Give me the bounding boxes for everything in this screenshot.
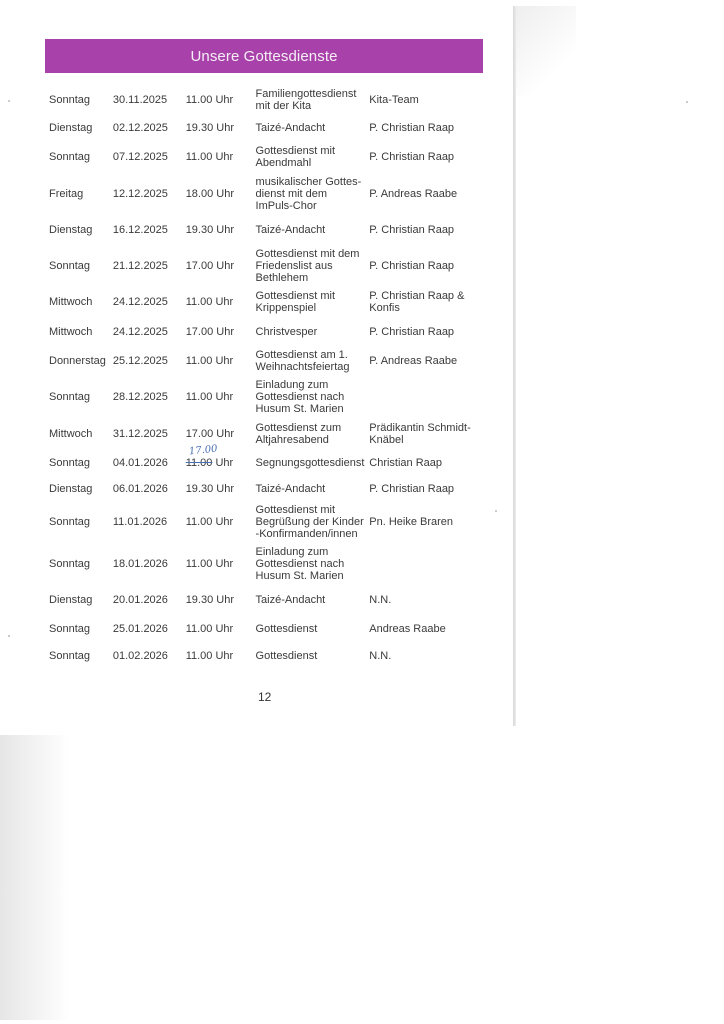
- page-number: 12: [258, 690, 272, 704]
- event-line: Gottesdienst mit dem: [255, 248, 360, 260]
- service-row: [49, 290, 489, 314]
- event-line: Bethlehem: [255, 272, 309, 284]
- service-date: 04.01.2026: [112, 457, 168, 469]
- service-date: 25.12.2025: [112, 355, 168, 367]
- service-time: 11.00 Uhr: [185, 94, 234, 106]
- service-day: Dienstag: [49, 483, 93, 495]
- leader-line: P. Christian Raap &: [369, 290, 465, 302]
- service-row: [49, 504, 489, 540]
- service-time: 11.00 Uhr: [185, 296, 234, 308]
- event-line: Christvesper: [255, 326, 318, 338]
- leader-line: P. Christian Raap: [369, 122, 455, 134]
- event-line: Krippenspiel: [255, 302, 317, 314]
- service-time: 11.00 Uhr: [185, 650, 234, 662]
- service-date: 21.12.2025: [112, 260, 168, 272]
- service-date: 28.12.2025: [112, 391, 168, 403]
- service-time: 18.00 Uhr: [185, 188, 234, 200]
- service-event: [256, 145, 370, 169]
- event-line: Segnungsgottesdienst: [255, 457, 365, 469]
- service-leader: [369, 594, 489, 606]
- service-date: 16.12.2025: [112, 224, 168, 236]
- event-line: Weihnachtsfeiertag: [255, 361, 350, 373]
- service-row: [49, 546, 489, 582]
- leader-line: Pn. Heike Braren: [369, 516, 454, 528]
- service-event: [256, 122, 370, 134]
- service-day: Sonntag: [49, 151, 90, 163]
- scan-speck: [8, 100, 10, 102]
- service-day: Sonntag: [49, 650, 90, 662]
- service-time: 19.30 Uhr: [185, 594, 234, 606]
- service-day: Dienstag: [49, 224, 93, 236]
- service-row: [49, 379, 489, 415]
- service-row: [49, 422, 489, 446]
- service-time: 11.00 Uhr: [185, 558, 234, 570]
- service-time: 11.00 Uhr: [185, 391, 234, 403]
- service-leader: [369, 623, 489, 635]
- service-leader: [369, 355, 489, 367]
- event-line: Gottesdienst am 1.: [255, 349, 348, 361]
- event-line: Gottesdienst mit: [255, 504, 336, 516]
- event-line: Husum St. Marien: [255, 403, 344, 415]
- event-line: Friedenslist aus: [255, 260, 333, 272]
- event-line: Gottesdienst: [255, 623, 318, 635]
- page-fold-shadow: [516, 6, 576, 96]
- service-date: 25.01.2026: [112, 623, 168, 635]
- service-leader: [369, 516, 489, 528]
- service-day: Sonntag: [49, 260, 90, 272]
- service-day: Sonntag: [49, 391, 90, 403]
- service-event: [256, 623, 370, 635]
- service-leader: [369, 290, 489, 314]
- service-row: [49, 443, 489, 469]
- service-leader: [369, 483, 489, 495]
- service-event: [256, 176, 370, 212]
- service-row: [49, 349, 489, 373]
- leader-line: P. Andreas Raabe: [369, 188, 458, 200]
- service-event: [256, 379, 370, 415]
- service-date: 11.01.2026: [112, 516, 168, 528]
- service-date: 02.12.2025: [112, 122, 168, 134]
- event-line: dienst mit dem: [255, 188, 328, 200]
- service-event: [256, 504, 370, 540]
- service-leader: [369, 94, 489, 106]
- service-leader: [369, 326, 489, 338]
- service-time: 11.00 Uhr: [185, 516, 234, 528]
- event-line: mit der Kita: [255, 100, 312, 112]
- event-line: Begrüßung der Kinder: [255, 516, 364, 528]
- service-day: Mittwoch: [49, 326, 93, 338]
- event-line: Familiengottesdienst: [255, 88, 357, 100]
- section-title: Unsere Gottesdienste: [190, 47, 338, 65]
- service-day: Sonntag: [49, 516, 90, 528]
- service-time: 11.00 Uhr: [185, 151, 234, 163]
- leader-line: Prädikantin Schmidt-: [369, 422, 471, 434]
- event-line: Einladung zum: [255, 546, 329, 558]
- service-leader: [369, 122, 489, 134]
- section-header: [45, 39, 483, 73]
- event-line: Husum St. Marien: [255, 570, 344, 582]
- service-date: 24.12.2025: [112, 296, 168, 308]
- service-event: [256, 248, 370, 284]
- leader-line: Kita-Team: [369, 94, 419, 106]
- service-event: [256, 290, 370, 314]
- page-edge: [513, 6, 516, 726]
- service-row: [49, 122, 489, 134]
- service-date: 30.11.2025: [112, 94, 168, 106]
- service-row: [49, 88, 489, 112]
- event-line: Altjahresabend: [255, 434, 329, 446]
- service-leader: [369, 224, 489, 236]
- service-row: [49, 224, 489, 236]
- leader-line: Christian Raap: [369, 457, 443, 469]
- service-time: [185, 443, 256, 469]
- event-line: Gottesdienst: [255, 650, 318, 662]
- leader-line: P. Christian Raap: [369, 260, 455, 272]
- service-event: [256, 546, 370, 582]
- service-row: [49, 650, 489, 662]
- leader-line: P. Christian Raap: [369, 483, 455, 495]
- service-event: [256, 422, 370, 446]
- leader-line: P. Christian Raap: [369, 224, 455, 236]
- service-row: [49, 248, 489, 284]
- leader-line: N.N.: [369, 594, 392, 606]
- event-line: musikalischer Gottes-: [255, 176, 362, 188]
- service-date: 01.02.2026: [112, 650, 168, 662]
- scan-speck: [8, 635, 10, 637]
- service-day: Sonntag: [49, 558, 90, 570]
- service-leader: [369, 151, 489, 163]
- service-event: [256, 224, 370, 236]
- service-event: [256, 650, 370, 662]
- service-event: [256, 349, 370, 373]
- leader-line: Andreas Raabe: [369, 623, 446, 635]
- scan-shadow: [0, 735, 70, 1020]
- event-line: Gottesdienst mit: [255, 290, 336, 302]
- scan-speck: [495, 510, 497, 512]
- event-line: Gottesdienst nach: [255, 558, 345, 570]
- event-line: Einladung zum: [255, 379, 329, 391]
- service-date: 18.01.2026: [112, 558, 168, 570]
- service-date: 24.12.2025: [112, 326, 168, 338]
- event-line: Taizé-Andacht: [255, 224, 326, 236]
- struck-time: 11.00: [185, 457, 213, 469]
- service-event: [256, 483, 370, 495]
- leader-line: N.N.: [369, 650, 392, 662]
- service-date: 31.12.2025: [112, 428, 168, 440]
- service-row: [49, 145, 489, 169]
- leader-line: P. Andreas Raabe: [369, 355, 458, 367]
- service-time: 11.00 Uhr: [185, 355, 234, 367]
- service-time: 19.30 Uhr: [185, 122, 234, 134]
- service-date: 20.01.2026: [112, 594, 168, 606]
- service-day: Sonntag: [49, 457, 90, 469]
- service-row: [49, 326, 489, 338]
- service-day: Dienstag: [49, 122, 93, 134]
- service-time: 17.00 Uhr: [185, 326, 234, 338]
- service-row: [49, 594, 489, 606]
- service-day: Freitag: [49, 188, 84, 200]
- event-line: Gottesdienst mit: [255, 145, 336, 157]
- event-line: Gottesdienst nach: [255, 391, 345, 403]
- event-line: ImPuls-Chor: [255, 200, 317, 212]
- leader-line: P. Christian Raap: [369, 326, 455, 338]
- event-line: Taizé-Andacht: [255, 594, 326, 606]
- service-time: 17.00 Uhr: [185, 260, 234, 272]
- service-date: 12.12.2025: [112, 188, 168, 200]
- service-event: [256, 457, 370, 469]
- event-line: Gottesdienst zum: [255, 422, 342, 434]
- event-line: Abendmahl: [255, 157, 312, 169]
- event-line: -Konfirmanden/innen: [255, 528, 358, 540]
- service-row: [49, 176, 489, 212]
- handwritten-correction: 17.00: [188, 443, 218, 458]
- service-day: Dienstag: [49, 594, 93, 606]
- service-leader: [369, 457, 489, 469]
- event-line: Taizé-Andacht: [255, 122, 326, 134]
- service-date: 06.01.2026: [112, 483, 168, 495]
- time-unit: Uhr: [212, 457, 234, 469]
- service-leader: [369, 188, 489, 200]
- service-time: 11.00 Uhr: [185, 623, 234, 635]
- service-row: [49, 483, 489, 495]
- service-event: [256, 326, 370, 338]
- service-leader: [369, 260, 489, 272]
- service-date: 07.12.2025: [112, 151, 168, 163]
- service-event: [256, 88, 370, 112]
- scan-speck: [686, 101, 688, 103]
- service-time: 19.30 Uhr: [185, 483, 234, 495]
- service-day: Donnerstag: [49, 355, 106, 367]
- service-day: Mittwoch: [49, 428, 93, 440]
- service-time: 19.30 Uhr: [185, 224, 234, 236]
- service-leader: [369, 422, 489, 446]
- service-time: 17.00 Uhr: [185, 428, 234, 440]
- service-day: Mittwoch: [49, 296, 93, 308]
- service-leader: [369, 650, 489, 662]
- leader-line: P. Christian Raap: [369, 151, 455, 163]
- service-event: [256, 594, 370, 606]
- event-line: Taizé-Andacht: [255, 483, 326, 495]
- leader-line: Knäbel: [369, 434, 404, 446]
- leader-line: Konfis: [369, 302, 400, 314]
- service-day: Sonntag: [49, 94, 90, 106]
- service-day: Sonntag: [49, 623, 90, 635]
- service-row: [49, 623, 489, 635]
